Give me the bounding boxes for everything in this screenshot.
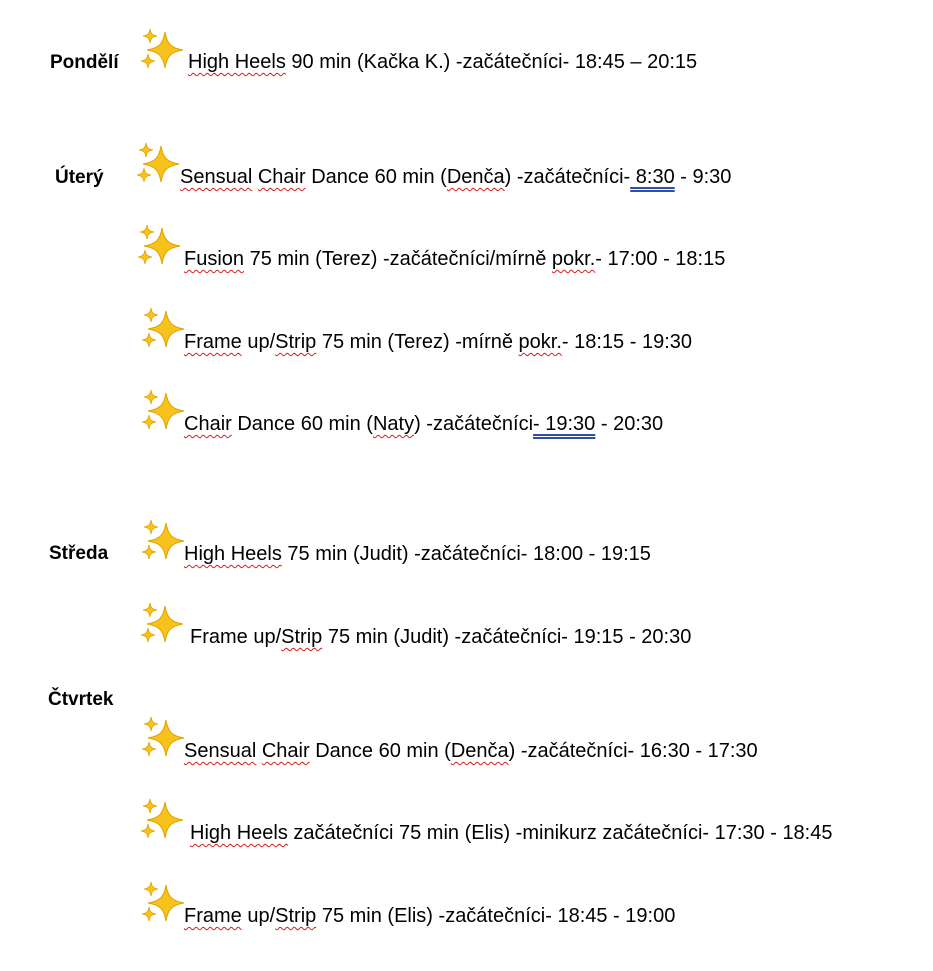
- entry-text-segment: Dance 60 min (: [305, 166, 447, 188]
- entry-text-segment: začátečníci 75 min (Elis) -minikurz začátečníci- 17:30 - 18:45: [287, 822, 833, 844]
- entry-text-segment: - 9:30: [674, 166, 732, 188]
- entry-text-segment: High Heels: [190, 822, 288, 844]
- entry-text-segment: High Heels: [188, 51, 286, 73]
- sparkles-icon: [140, 307, 186, 353]
- entry-text-segment: Sensual: [184, 740, 257, 762]
- entry-text-segment: - 19:30: [533, 413, 596, 435]
- day-label-thursday: Čtvrtek: [48, 689, 114, 710]
- schedule-entry-text: [184, 413, 663, 436]
- day-label-wednesday: Středa: [49, 543, 109, 564]
- schedule-entry-text: [188, 51, 697, 74]
- entry-text-segment: ) -začátečníci: [414, 413, 534, 435]
- entry-text-segment: High Heels: [184, 543, 282, 565]
- entry-text-segment: 75 min (Elis) -začátečníci- 18:45 - 19:00: [316, 905, 676, 927]
- entry-text-segment: Denča: [446, 166, 505, 188]
- day-label-tuesday: Úterý: [55, 167, 104, 188]
- schedule-entry-text: [184, 331, 692, 354]
- schedule-entry-text: [184, 905, 675, 928]
- sparkles-icon: [135, 142, 181, 188]
- entry-text-segment: - 20:30: [595, 413, 664, 435]
- entry-text-segment: Frame up/: [190, 626, 282, 648]
- sparkles-icon: [139, 602, 185, 648]
- entry-text-segment: up/: [241, 331, 276, 353]
- sparkles-icon: [136, 224, 182, 270]
- schedule-entry-text: [184, 248, 725, 271]
- entry-text-segment: Fusion: [184, 248, 245, 270]
- schedule-entry-text: [190, 822, 833, 845]
- entry-text-segment: 75 min (Terez) -mírně: [316, 331, 519, 353]
- entry-text-segment: ) -začátečníci-: [504, 166, 631, 188]
- entry-text-segment: Naty: [372, 413, 415, 435]
- entry-text-segment: Sensual: [180, 166, 253, 188]
- sparkles-icon: [140, 389, 186, 435]
- schedule-entry-text: [190, 626, 691, 649]
- entry-text-segment: - 18:15 - 19:30: [561, 331, 692, 353]
- entry-text-segment: Strip: [275, 331, 317, 353]
- entry-text-segment: Dance 60 min (: [309, 740, 451, 762]
- sparkles-icon: [139, 798, 185, 844]
- sparkles-icon: [140, 716, 186, 762]
- entry-text-segment: pokr.: [551, 248, 596, 270]
- entry-text-segment: Strip: [281, 626, 323, 648]
- entry-text-segment: up/: [241, 905, 276, 927]
- day-label-monday: Pondělí: [50, 52, 119, 73]
- entry-text-segment: 8:30: [630, 166, 675, 188]
- entry-text-segment: Dance 60 min (: [231, 413, 373, 435]
- schedule-entry-text: [184, 543, 651, 566]
- entry-text-segment: 75 min (Terez) -začátečníci/mírně: [244, 248, 552, 270]
- entry-text-segment: pokr.: [518, 331, 562, 353]
- entry-text-segment: Strip: [275, 905, 317, 927]
- entry-text-segment: Chair: [261, 740, 310, 762]
- sparkles-icon: [140, 519, 186, 565]
- entry-text-segment: 90 min (Kačka K.) -začátečníci- 18:45 – 20:15: [285, 51, 698, 73]
- entry-text-segment: 75 min (Judit) -začátečníci- 19:15 - 20:30: [322, 626, 692, 648]
- entry-text-segment: - 17:00 - 18:15: [595, 248, 726, 270]
- entry-text-segment: Chair: [257, 166, 306, 188]
- entry-text-segment: Denča: [450, 740, 509, 762]
- sparkles-icon: [139, 28, 185, 74]
- entry-text-segment: Frame: [184, 331, 242, 353]
- schedule-entry-text: [180, 166, 731, 189]
- entry-text-segment: Chair: [184, 413, 232, 435]
- entry-text-segment: ) -začátečníci- 16:30 - 17:30: [508, 740, 758, 762]
- schedule-entry-text: [184, 740, 758, 763]
- entry-text-segment: 75 min (Judit) -začátečníci- 18:00 - 19:15: [281, 543, 651, 565]
- sparkles-icon: [140, 881, 186, 927]
- entry-text-segment: Frame: [184, 905, 242, 927]
